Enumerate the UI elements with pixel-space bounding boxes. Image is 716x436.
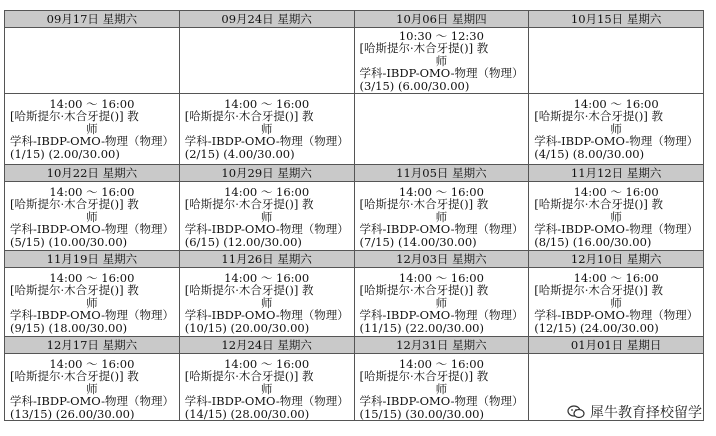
session-time: 14:00 ～ 16:00 — [398, 185, 484, 199]
session-row — [4, 27, 704, 93]
session-cell — [528, 181, 704, 250]
session-course: 学科-IBDP-OMO-物理（物理） — [184, 222, 349, 237]
session-slot — [180, 272, 354, 334]
date-header-row — [4, 10, 704, 27]
date-header: 12月17日 星期六 — [4, 336, 179, 353]
session-progress: (9/15) (18.00/30.00) — [10, 320, 128, 335]
session-slot — [180, 358, 354, 420]
session-slot — [5, 98, 179, 160]
session-cell — [354, 93, 529, 164]
session-slot — [5, 358, 179, 420]
session-cell — [354, 267, 529, 336]
date-header-row — [4, 164, 704, 181]
session-time: 14:00 ～ 16:00 — [49, 271, 135, 285]
session-cell — [179, 181, 354, 250]
session-progress: (8/15) (16.00/30.00) — [534, 234, 652, 249]
date-header: 12月03日 星期六 — [354, 250, 529, 267]
session-progress: (14/15) (28.00/30.00) — [184, 406, 310, 421]
session-cell — [179, 353, 354, 421]
session-teacher: [哈斯提尔·木合牙提()] 教 — [359, 197, 489, 212]
session-course: 学科-IBDP-OMO-物理（物理） — [359, 394, 524, 409]
session-teacher: [哈斯提尔·木合牙提()] 教 — [10, 109, 139, 124]
session-cell — [354, 353, 529, 421]
session-teacher-cont: 师 — [86, 121, 98, 136]
session-slot — [529, 272, 703, 334]
session-teacher-cont: 师 — [435, 53, 448, 68]
wechat-icon — [567, 405, 585, 419]
session-course: 学科-IBDP-OMO-物理（物理） — [184, 134, 349, 149]
session-time: 14:00 ～ 16:00 — [224, 357, 310, 371]
session-progress: (7/15) (14.00/30.00) — [359, 234, 477, 249]
session-progress: (4/15) (8.00/30.00) — [534, 146, 645, 161]
session-progress: (5/15) (10.00/30.00) — [10, 234, 128, 249]
session-cell — [354, 181, 529, 250]
session-teacher: [哈斯提尔·木合牙提()] 教 — [184, 109, 314, 124]
session-row — [4, 267, 704, 336]
session-row — [4, 181, 704, 250]
date-header: 09月17日 星期六 — [4, 10, 179, 27]
session-cell — [528, 267, 704, 336]
session-cell — [4, 267, 179, 336]
date-header: 11月19日 星期六 — [4, 250, 179, 267]
session-slot — [180, 186, 354, 248]
session-course: 学科-IBDP-OMO-物理（物理） — [534, 308, 699, 323]
session-cell — [528, 27, 704, 93]
session-time: 14:00 ～ 16:00 — [573, 271, 659, 285]
session-time: 14:00 ～ 16:00 — [398, 271, 484, 285]
session-teacher: [哈斯提尔·木合牙提()] 教 — [534, 283, 664, 298]
session-time: 14:00 ～ 16:00 — [573, 185, 659, 199]
session-teacher-cont: 师 — [610, 209, 622, 224]
session-teacher: [哈斯提尔·木合牙提()] 教 — [184, 197, 314, 212]
date-header: 11月12日 星期六 — [528, 164, 704, 181]
session-teacher: [哈斯提尔·木合牙提()] 教 — [534, 109, 664, 124]
session-time: 10:30 ～ 12:30 — [398, 29, 484, 43]
session-time: 14:00 ～ 16:00 — [224, 97, 310, 111]
session-slot — [355, 358, 529, 420]
session-teacher: [哈斯提尔·木合牙提()] 教 — [184, 283, 314, 298]
session-progress: (11/15) (22.00/30.00) — [359, 320, 484, 335]
date-header: 11月05日 星期六 — [354, 164, 529, 181]
session-course: 学科-IBDP-OMO-物理（物理） — [359, 222, 524, 237]
session-course: 学科-IBDP-OMO-物理（物理） — [534, 134, 699, 149]
session-slot — [355, 186, 529, 248]
session-teacher: [哈斯提尔·木合牙提()] 教 — [359, 41, 489, 56]
date-header: 10月15日 星期六 — [528, 10, 704, 27]
session-time: 14:00 ～ 16:00 — [398, 357, 484, 371]
session-teacher-cont: 师 — [435, 381, 448, 396]
session-slot — [529, 186, 703, 248]
session-teacher-cont: 师 — [610, 121, 622, 136]
watermark — [567, 402, 702, 422]
session-teacher-cont: 师 — [435, 209, 448, 224]
session-teacher: [哈斯提尔·木合牙提()] 教 — [359, 283, 489, 298]
session-teacher: [哈斯提尔·木合牙提()] 教 — [359, 369, 489, 384]
session-course: 学科-IBDP-OMO-物理（物理） — [10, 394, 175, 409]
session-progress: (15/15) (30.00/30.00) — [359, 406, 484, 421]
session-teacher-cont: 师 — [86, 381, 98, 396]
session-slot — [355, 272, 529, 334]
session-cell — [4, 181, 179, 250]
session-progress: (6/15) (12.00/30.00) — [184, 234, 302, 249]
session-progress: (10/15) (20.00/30.00) — [184, 320, 310, 335]
session-course: 学科-IBDP-OMO-物理（物理） — [184, 394, 349, 409]
date-header: 09月24日 星期六 — [179, 10, 354, 27]
session-cell — [528, 93, 704, 164]
session-teacher-cont: 师 — [260, 209, 273, 224]
date-header: 10月06日 星期四 — [354, 10, 529, 27]
session-cell — [4, 93, 179, 164]
session-teacher: [哈斯提尔·木合牙提()] 教 — [10, 369, 139, 384]
date-header-row — [4, 336, 704, 353]
session-cell — [4, 353, 179, 421]
session-course: 学科-IBDP-OMO-物理（物理） — [10, 134, 175, 149]
session-course: 学科-IBDP-OMO-物理（物理） — [359, 66, 524, 81]
session-time: 14:00 ～ 16:00 — [49, 97, 135, 111]
date-header-row — [4, 250, 704, 267]
date-header: 11月26日 星期六 — [179, 250, 354, 267]
session-teacher: [哈斯提尔·木合牙提()] 教 — [10, 197, 139, 212]
session-teacher-cont: 师 — [260, 381, 273, 396]
session-teacher-cont: 师 — [435, 295, 448, 310]
date-header: 12月31日 星期六 — [354, 336, 529, 353]
session-teacher: [哈斯提尔·木合牙提()] 教 — [184, 369, 314, 384]
session-cell — [179, 93, 354, 164]
session-teacher-cont: 师 — [610, 295, 622, 310]
session-teacher-cont: 师 — [86, 209, 98, 224]
session-teacher: [哈斯提尔·木合牙提()] 教 — [10, 283, 139, 298]
session-teacher-cont: 师 — [86, 295, 98, 310]
session-cell — [179, 267, 354, 336]
session-slot — [529, 98, 703, 160]
session-slot — [180, 98, 354, 160]
schedule-grid — [4, 10, 704, 421]
watermark-text: 犀牛教育择校留学 — [590, 405, 702, 421]
session-time: 14:00 ～ 16:00 — [573, 97, 659, 111]
session-course: 学科-IBDP-OMO-物理（物理） — [359, 308, 524, 323]
session-cell — [354, 27, 529, 93]
date-header: 01月01日 星期日 — [528, 336, 704, 353]
session-course: 学科-IBDP-OMO-物理（物理） — [10, 308, 175, 323]
session-teacher-cont: 师 — [260, 121, 273, 136]
session-slot — [5, 186, 179, 248]
session-teacher: [哈斯提尔·木合牙提()] 教 — [534, 197, 664, 212]
session-cell — [179, 27, 354, 93]
session-slot — [5, 272, 179, 334]
session-course: 学科-IBDP-OMO-物理（物理） — [184, 308, 349, 323]
session-time: 14:00 ～ 16:00 — [49, 357, 135, 371]
date-header: 12月24日 星期六 — [179, 336, 354, 353]
session-progress: (2/15) (4.00/30.00) — [184, 146, 295, 161]
session-progress: (13/15) (26.00/30.00) — [10, 406, 135, 421]
date-header: 12月10日 星期六 — [528, 250, 704, 267]
session-course: 学科-IBDP-OMO-物理（物理） — [10, 222, 175, 237]
session-time: 14:00 ～ 16:00 — [49, 185, 135, 199]
session-progress: (12/15) (24.00/30.00) — [534, 320, 659, 335]
session-cell — [4, 27, 179, 93]
date-header: 10月22日 星期六 — [4, 164, 179, 181]
session-row — [4, 93, 704, 164]
session-progress: (1/15) (2.00/30.00) — [10, 146, 120, 161]
session-time: 14:00 ～ 16:00 — [224, 185, 310, 199]
date-header: 10月29日 星期六 — [179, 164, 354, 181]
session-teacher-cont: 师 — [260, 295, 273, 310]
session-time: 14:00 ～ 16:00 — [224, 271, 310, 285]
session-progress: (3/15) (6.00/30.00) — [359, 78, 470, 93]
session-course: 学科-IBDP-OMO-物理（物理） — [534, 222, 699, 237]
session-slot — [355, 30, 529, 92]
